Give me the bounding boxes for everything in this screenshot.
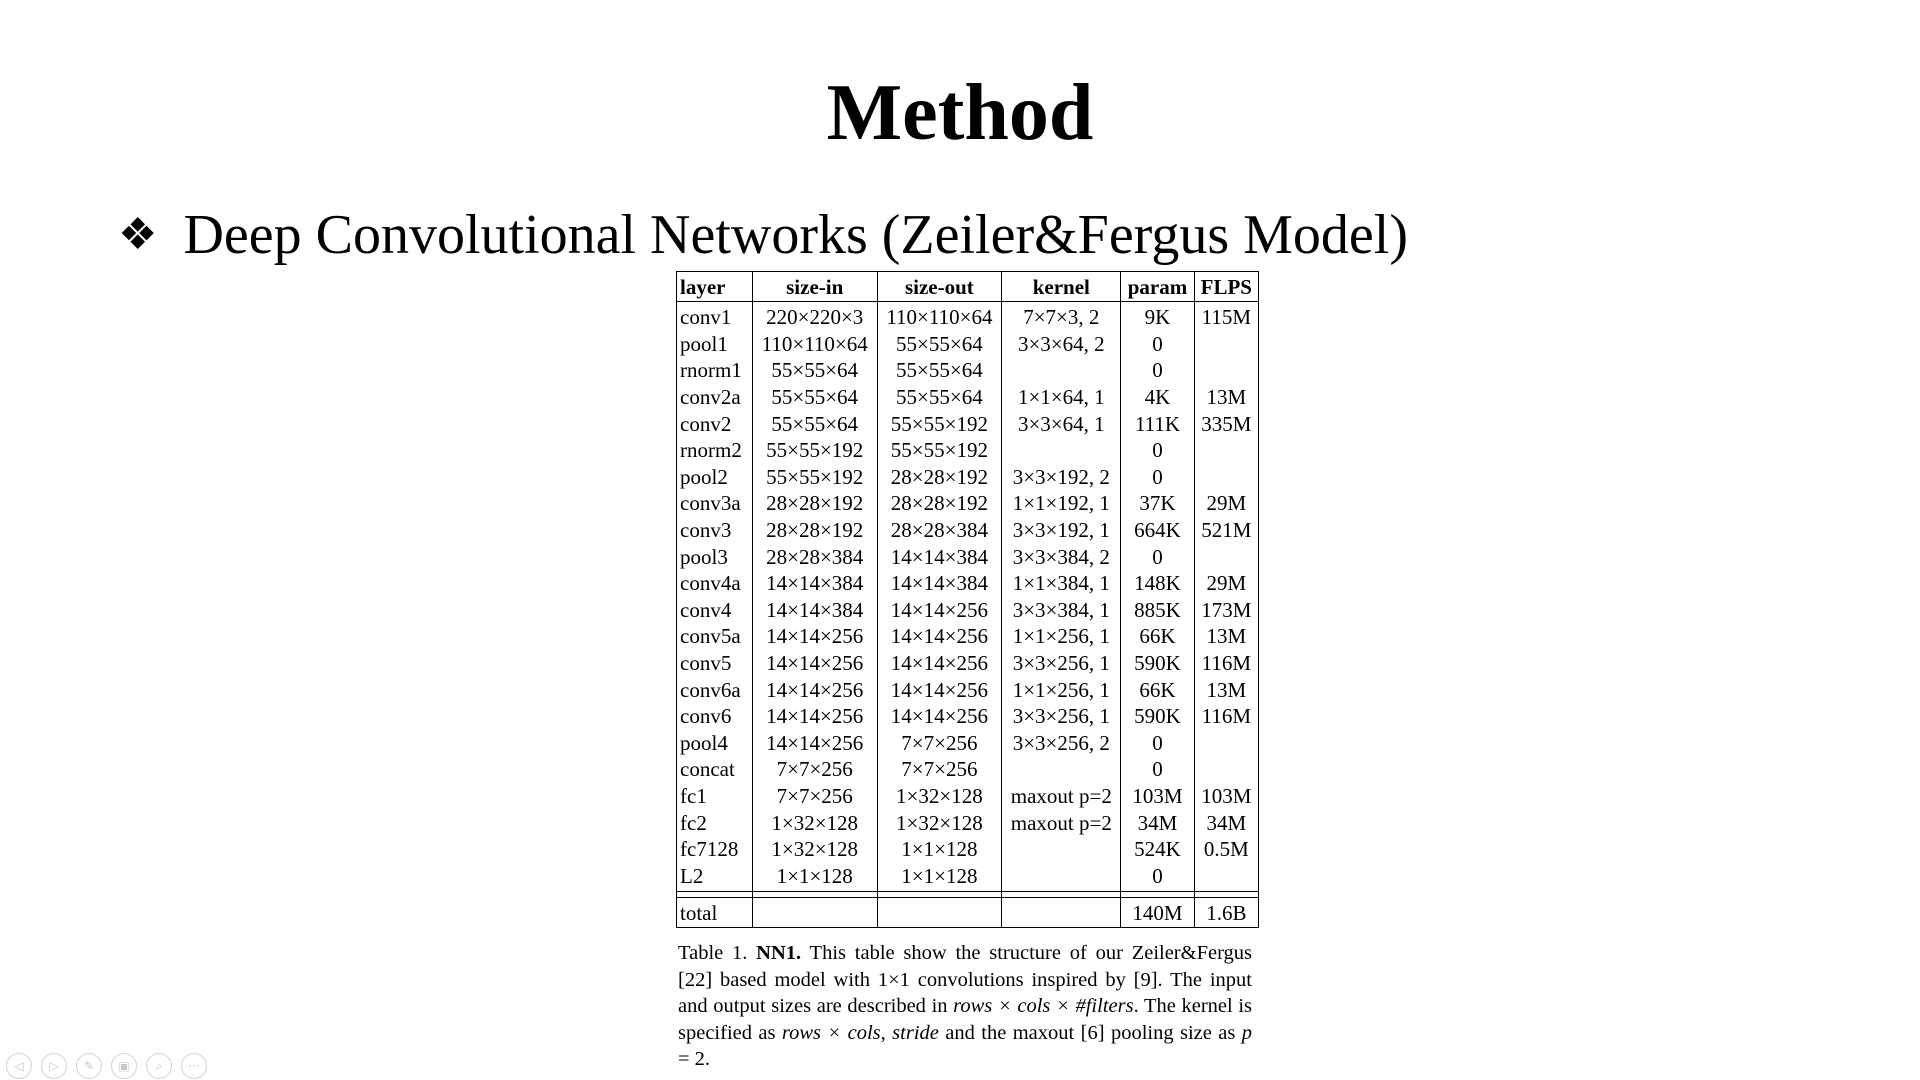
cell-size-out: 55×55×64 (877, 331, 1002, 358)
cell-kernel: maxout p=2 (1002, 809, 1121, 836)
cell-kernel: 3×3×256, 1 (1002, 650, 1121, 677)
header-size-in: size-in (752, 272, 877, 302)
table-row (677, 490, 1259, 517)
total-param: 140M (1121, 898, 1194, 928)
table-caption (678, 940, 1252, 1073)
cell-param: 885K (1121, 597, 1194, 624)
table-row (677, 437, 1259, 464)
cell-size-in: 55×55×64 (752, 357, 877, 384)
cell-layer: conv2 (677, 410, 753, 437)
cell-kernel (1002, 862, 1121, 891)
pen-icon[interactable]: ✎ (76, 1053, 102, 1079)
header-layer: layer (677, 272, 753, 302)
header-param: param (1121, 272, 1194, 302)
cell-size-in: 28×28×192 (752, 490, 877, 517)
cell-param: 0 (1121, 862, 1194, 891)
cell-size-out: 14×14×256 (877, 623, 1002, 650)
cell-flps: 29M (1194, 570, 1258, 597)
caption-math-2: rows × cols, stride (781, 1021, 939, 1044)
cell-size-out: 55×55×192 (877, 410, 1002, 437)
zoom-icon[interactable]: ⌕ (146, 1053, 172, 1079)
table-total-row (677, 898, 1259, 928)
cell-flps (1194, 357, 1258, 384)
table-row (677, 783, 1259, 810)
cell-param: 590K (1121, 650, 1194, 677)
total-size-in (752, 898, 877, 928)
table-row (677, 676, 1259, 703)
caption-text-2: . The kernel is specified as (678, 995, 1252, 1044)
cell-size-out: 14×14×256 (877, 703, 1002, 730)
cell-size-in: 55×55×64 (752, 384, 877, 411)
cell-param: 0 (1121, 437, 1194, 464)
cell-layer: conv6a (677, 676, 753, 703)
cell-size-in: 1×32×128 (752, 836, 877, 863)
cell-kernel: 3×3×256, 1 (1002, 703, 1121, 730)
cell-layer: pool3 (677, 543, 753, 570)
cell-layer: L2 (677, 862, 753, 891)
cell-size-in: 14×14×384 (752, 597, 877, 624)
cell-layer: concat (677, 756, 753, 783)
cell-param: 103M (1121, 783, 1194, 810)
cell-flps: 0.5M (1194, 836, 1258, 863)
bullet-text: Deep Convolutional Networks (Zeiler&Fergus Model) (183, 204, 1408, 266)
cell-size-in: 28×28×192 (752, 517, 877, 544)
cell-layer: rnorm1 (677, 357, 753, 384)
previous-slide-icon[interactable]: ◁ (6, 1053, 32, 1079)
cell-param: 0 (1121, 730, 1194, 757)
cell-param: 0 (1121, 464, 1194, 491)
table-row (677, 809, 1259, 836)
cell-flps: 29M (1194, 490, 1258, 517)
diamond-bullet-icon: ❖ (118, 210, 158, 259)
cell-flps: 116M (1194, 650, 1258, 677)
slides-icon[interactable]: ▣ (111, 1053, 137, 1079)
cell-layer: conv4 (677, 597, 753, 624)
cell-flps: 335M (1194, 410, 1258, 437)
cell-kernel: 3×3×256, 2 (1002, 730, 1121, 757)
total-size-out (877, 898, 1002, 928)
cell-flps: 116M (1194, 703, 1258, 730)
cell-layer: pool4 (677, 730, 753, 757)
total-kernel (1002, 898, 1121, 928)
cell-param: 524K (1121, 836, 1194, 863)
cell-size-out: 1×32×128 (877, 809, 1002, 836)
cell-kernel: 3×3×192, 1 (1002, 517, 1121, 544)
cell-size-out: 110×110×64 (877, 302, 1002, 331)
network-structure-table (676, 271, 1259, 928)
cell-kernel: 3×3×64, 1 (1002, 410, 1121, 437)
table-header-row (677, 272, 1259, 302)
cell-size-in: 7×7×256 (752, 756, 877, 783)
cell-layer: rnorm2 (677, 437, 753, 464)
cell-size-out: 28×28×384 (877, 517, 1002, 544)
cell-flps: 173M (1194, 597, 1258, 624)
cell-size-in: 14×14×256 (752, 703, 877, 730)
cell-kernel: 3×3×384, 2 (1002, 543, 1121, 570)
cell-flps (1194, 730, 1258, 757)
cell-kernel: 1×1×192, 1 (1002, 490, 1121, 517)
cell-size-in: 14×14×256 (752, 730, 877, 757)
cell-param: 0 (1121, 756, 1194, 783)
table-row (677, 410, 1259, 437)
cell-flps (1194, 862, 1258, 891)
cell-flps (1194, 464, 1258, 491)
caption-math-3: p (1241, 1021, 1252, 1044)
cell-param: 664K (1121, 517, 1194, 544)
cell-param: 37K (1121, 490, 1194, 517)
table-row (677, 597, 1259, 624)
cell-size-in: 55×55×192 (752, 464, 877, 491)
table-row (677, 302, 1259, 331)
cell-size-out: 14×14×256 (877, 597, 1002, 624)
cell-size-out: 7×7×256 (877, 756, 1002, 783)
table-row (677, 730, 1259, 757)
cell-layer: conv6 (677, 703, 753, 730)
cell-kernel: 1×1×256, 1 (1002, 676, 1121, 703)
cell-param: 9K (1121, 302, 1194, 331)
cell-kernel: 7×7×3, 2 (1002, 302, 1121, 331)
cell-size-in: 28×28×384 (752, 543, 877, 570)
cell-size-in: 1×1×128 (752, 862, 877, 891)
table-row (677, 756, 1259, 783)
cell-layer: fc1 (677, 783, 753, 810)
total-flps: 1.6B (1194, 898, 1258, 928)
cell-layer: fc7128 (677, 836, 753, 863)
cell-size-out: 55×55×64 (877, 384, 1002, 411)
table-row (677, 517, 1259, 544)
cell-kernel: 1×1×64, 1 (1002, 384, 1121, 411)
cell-size-in: 55×55×64 (752, 410, 877, 437)
cell-param: 0 (1121, 543, 1194, 570)
cell-flps (1194, 543, 1258, 570)
cell-size-in: 14×14×256 (752, 650, 877, 677)
cell-param: 111K (1121, 410, 1194, 437)
total-layer: total (677, 898, 753, 928)
table-row (677, 862, 1259, 891)
cell-size-in: 220×220×3 (752, 302, 877, 331)
cell-size-out: 7×7×256 (877, 730, 1002, 757)
cell-kernel (1002, 756, 1121, 783)
table-row (677, 331, 1259, 358)
cell-flps: 521M (1194, 517, 1258, 544)
cell-flps (1194, 437, 1258, 464)
cell-param: 0 (1121, 331, 1194, 358)
cell-flps (1194, 756, 1258, 783)
cell-kernel: maxout p=2 (1002, 783, 1121, 810)
slideshow-controls (6, 1053, 207, 1079)
cell-size-out: 28×28×192 (877, 464, 1002, 491)
header-size-out: size-out (877, 272, 1002, 302)
cell-size-in: 55×55×192 (752, 437, 877, 464)
cell-size-in: 14×14×256 (752, 623, 877, 650)
table-row (677, 836, 1259, 863)
table-row (677, 464, 1259, 491)
cell-layer: conv5a (677, 623, 753, 650)
cell-flps: 115M (1194, 302, 1258, 331)
cell-kernel: 3×3×64, 2 (1002, 331, 1121, 358)
cell-size-in: 1×32×128 (752, 809, 877, 836)
cell-kernel: 1×1×384, 1 (1002, 570, 1121, 597)
cell-size-out: 1×1×128 (877, 836, 1002, 863)
cell-layer: pool1 (677, 331, 753, 358)
cell-flps: 13M (1194, 384, 1258, 411)
cell-layer: pool2 (677, 464, 753, 491)
cell-flps: 103M (1194, 783, 1258, 810)
table-row (677, 357, 1259, 384)
cell-layer: conv5 (677, 650, 753, 677)
cell-size-in: 14×14×384 (752, 570, 877, 597)
cell-size-out: 14×14×256 (877, 650, 1002, 677)
table-row (677, 543, 1259, 570)
cell-kernel: 1×1×256, 1 (1002, 623, 1121, 650)
caption-text-3: and the maxout [6] pooling size as (938, 1021, 1242, 1044)
caption-math-1: rows × cols × #filters (953, 995, 1134, 1017)
cell-layer: conv3a (677, 490, 753, 517)
next-slide-icon[interactable]: ▷ (41, 1053, 67, 1079)
table-row (677, 703, 1259, 730)
table-row (677, 650, 1259, 677)
cell-param: 0 (1121, 357, 1194, 384)
cell-param: 66K (1121, 623, 1194, 650)
cell-flps: 13M (1194, 623, 1258, 650)
cell-size-in: 14×14×256 (752, 676, 877, 703)
caption-label: NN1. (756, 942, 802, 964)
slide-title: Method (826, 69, 1094, 157)
cell-flps: 34M (1194, 809, 1258, 836)
cell-param: 34M (1121, 809, 1194, 836)
cell-param: 590K (1121, 703, 1194, 730)
caption-prefix: Table 1. (678, 942, 748, 964)
cell-flps (1194, 331, 1258, 358)
cell-kernel: 3×3×384, 1 (1002, 597, 1121, 624)
cell-kernel (1002, 357, 1121, 384)
cell-kernel (1002, 437, 1121, 464)
cell-layer: conv4a (677, 570, 753, 597)
cell-flps: 13M (1194, 676, 1258, 703)
cell-kernel: 3×3×192, 2 (1002, 464, 1121, 491)
header-kernel: kernel (1002, 272, 1121, 302)
cell-layer: conv1 (677, 302, 753, 331)
caption-text-1: This table show the structure of our Zeiler&Fergus [22] based model with 1×1 convolutions inspired by [9]. The input and output sizes are described in (678, 942, 1253, 1017)
cell-kernel (1002, 836, 1121, 863)
bullet-point (118, 200, 1408, 270)
cell-size-out: 1×1×128 (877, 862, 1002, 891)
table-row (677, 384, 1259, 411)
cell-size-in: 7×7×256 (752, 783, 877, 810)
table-row (677, 623, 1259, 650)
table-body (677, 302, 1259, 928)
table-row (677, 570, 1259, 597)
cell-size-out: 1×32×128 (877, 783, 1002, 810)
cell-param: 66K (1121, 676, 1194, 703)
cell-param: 148K (1121, 570, 1194, 597)
cell-layer: fc2 (677, 809, 753, 836)
cell-layer: conv3 (677, 517, 753, 544)
cell-size-out: 14×14×256 (877, 676, 1002, 703)
cell-size-out: 14×14×384 (877, 570, 1002, 597)
cell-size-out: 14×14×384 (877, 543, 1002, 570)
cell-layer: conv2a (677, 384, 753, 411)
cell-size-in: 110×110×64 (752, 331, 877, 358)
more-icon[interactable]: ··· (181, 1053, 207, 1079)
cell-param: 4K (1121, 384, 1194, 411)
header-flps: FLPS (1194, 272, 1258, 302)
cell-size-out: 28×28×192 (877, 490, 1002, 517)
cell-size-out: 55×55×64 (877, 357, 1002, 384)
caption-text-4: = 2. (678, 1048, 711, 1070)
cell-size-out: 55×55×192 (877, 437, 1002, 464)
